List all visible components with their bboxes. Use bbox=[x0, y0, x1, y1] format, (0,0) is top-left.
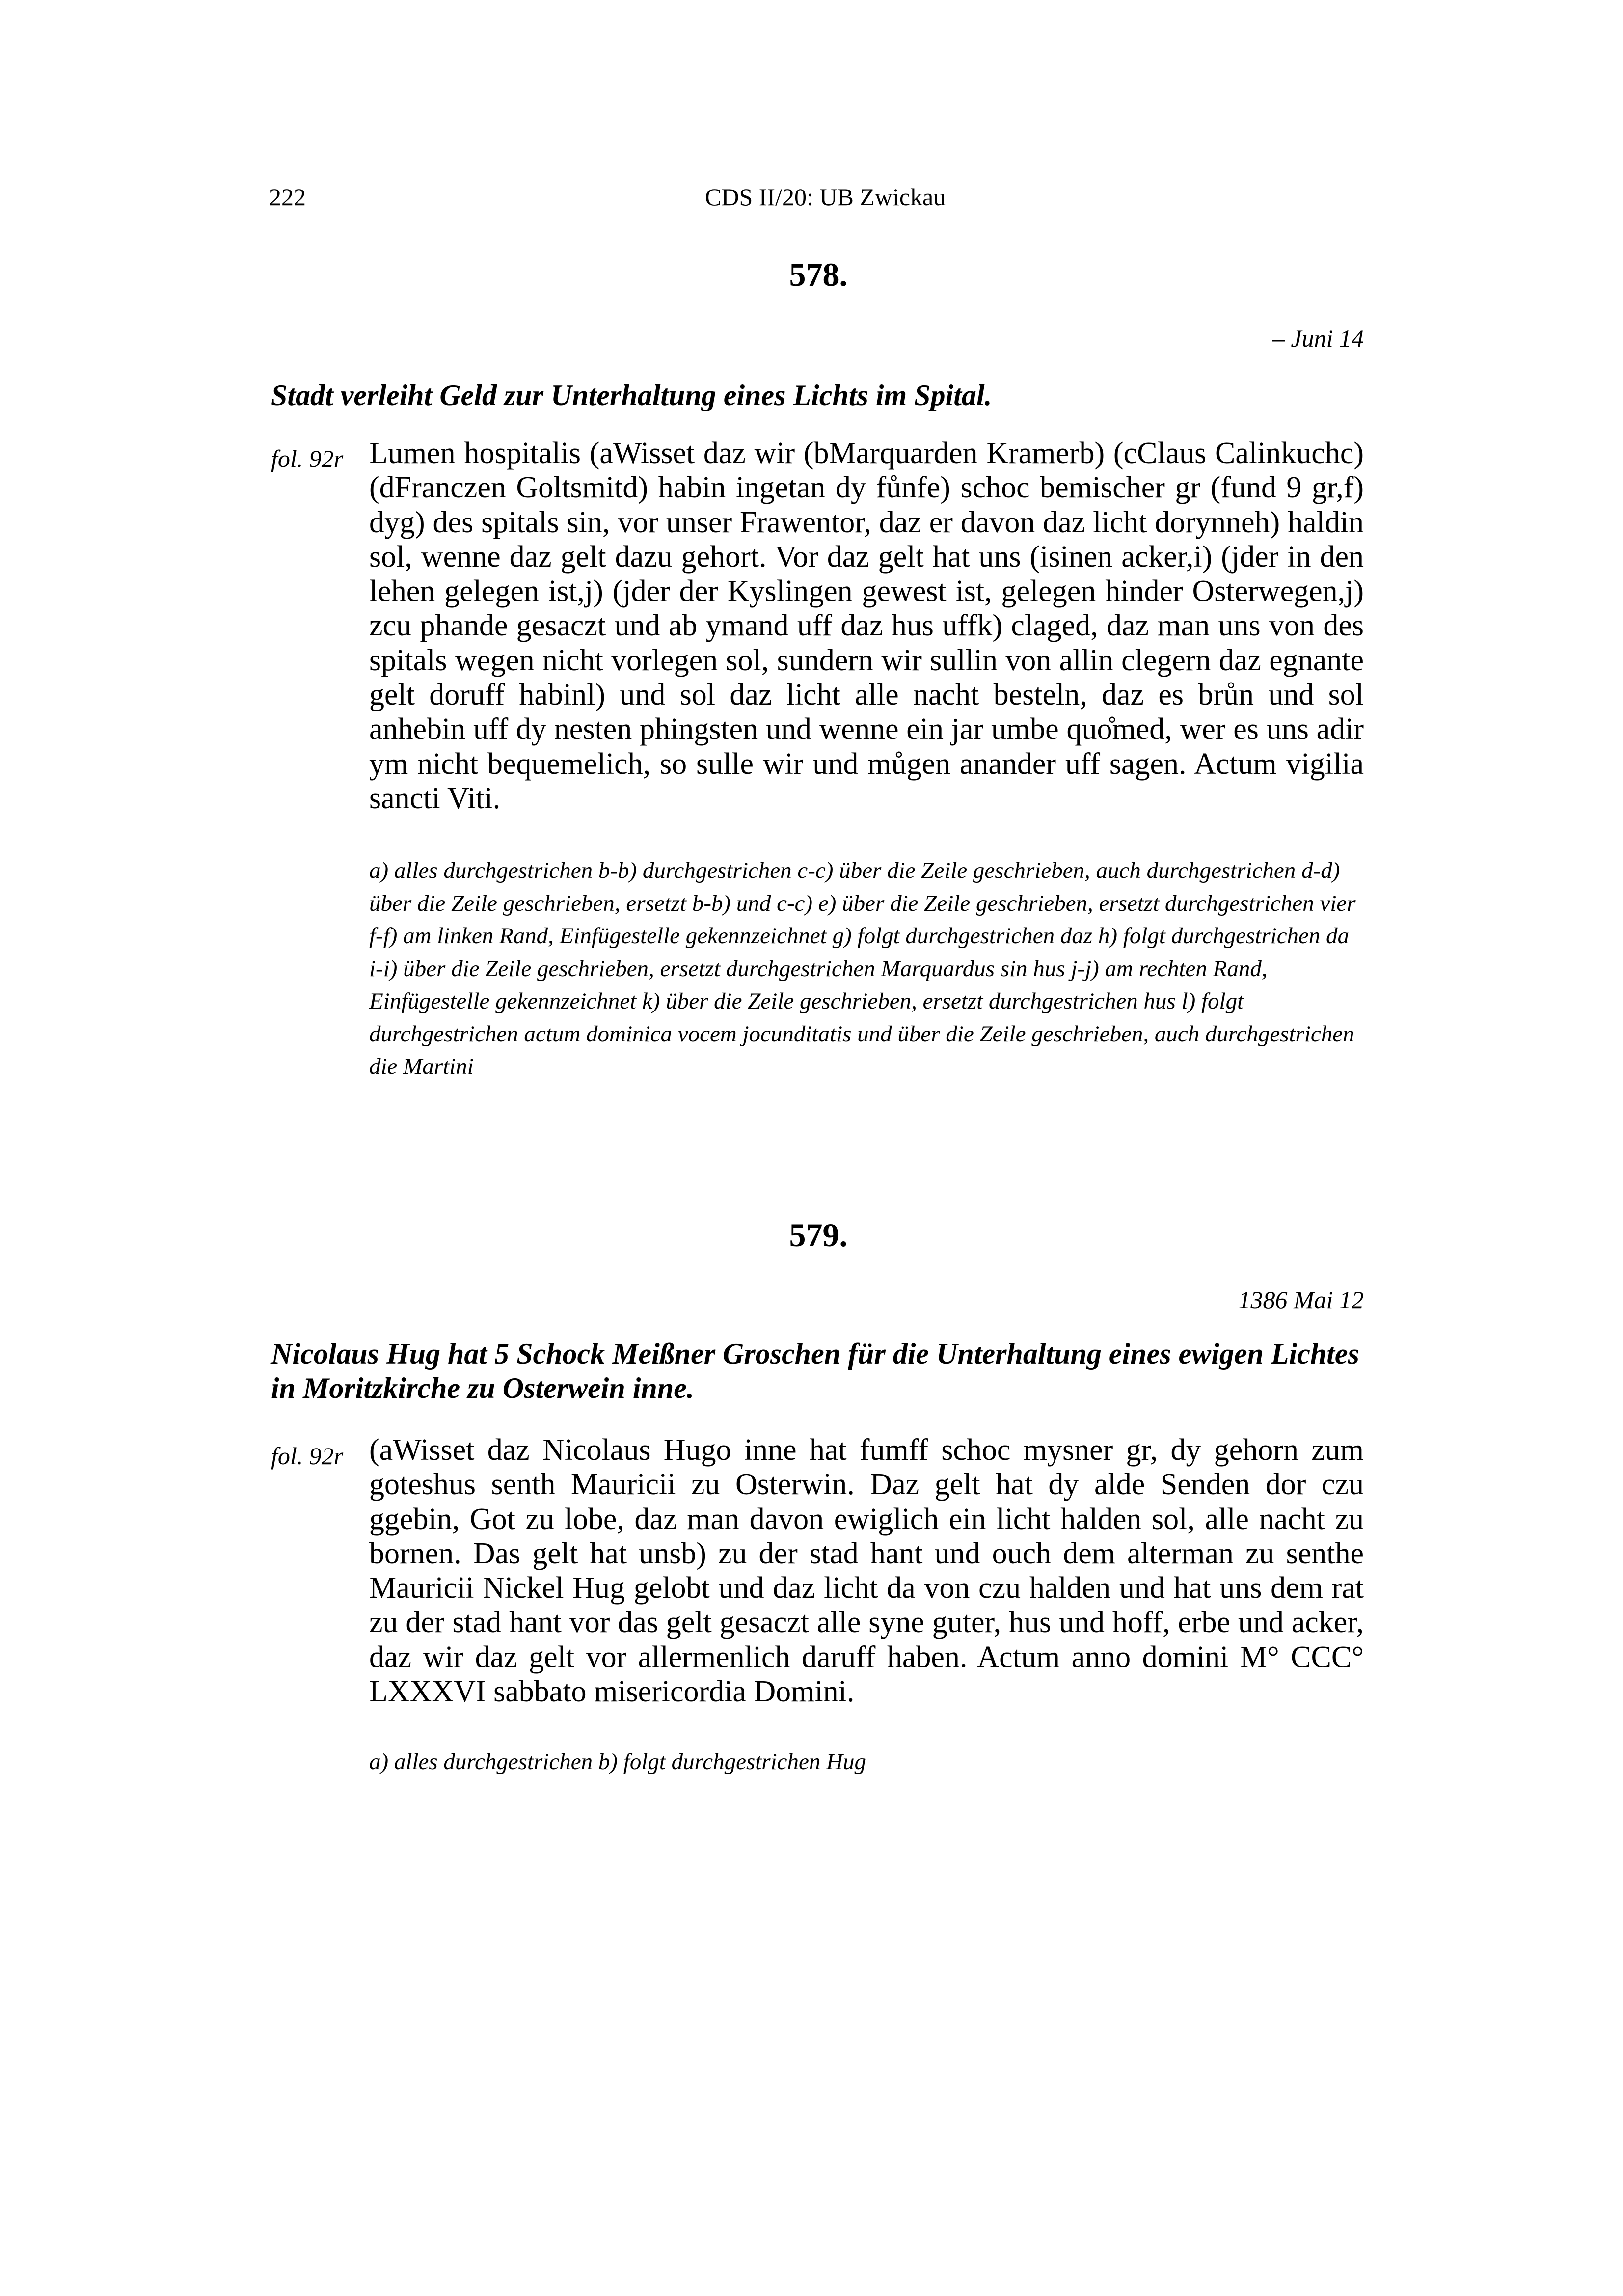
entry-number-578: 578. bbox=[789, 256, 848, 293]
page-number: 222 bbox=[269, 183, 306, 211]
apparatus-notes-579: a) alles durchgestrichen b) folgt durchgestrichen Hug bbox=[369, 1749, 866, 1775]
running-title: CDS II/20: UB Zwickau bbox=[705, 183, 946, 211]
entry-title-579: Nicolaus Hug hat 5 Schock Meißner Groschen für die Unterhaltung eines ewigen Lichtes in Moritzkirche zu Osterwein inne. bbox=[271, 1338, 1359, 1404]
folio-reference-579: fol. 92r bbox=[271, 1442, 344, 1470]
entry-text-579: (aWisset daz Nicolaus Hugo inne hat fumff schoc mysner gr, dy gehorn zum goteshus senth Mauricii zu Osterwin. Daz gelt hat dy alde Senden dor czu ggebin, Got zu lobe, daz man davon ewiglich ein licht halden sol, alle nacht zu bornen. Das gelt hat unsb) zu der stad hant und ouch dem alterman zu senthe Mauricii Nickel Hug gelobt und daz licht da von czu halden und hat uns dem rat zu der stad hant vor das gelt gesaczt alle syne guter, hus und hoff, erbe und acker, daz wir daz gelt vor allermenlich daruff haben. Actum anno domini M° CCC° LXXXVI sabbato misericordia Domini. bbox=[369, 1433, 1364, 1709]
entry-text-578: Lumen hospitalis (aWisset daz wir (bMarquarden Kramerb) (cClaus Calinkuchc) (dFranczen Goltsmitd) habin ingetan dy fůnfe) schoc bemischer gr (fund 9 gr,f) dyg) des spitals sin, vor unser Frawentor, daz er davon daz licht dorynneh) haldin sol, wenne daz gelt dazu gehort. Vor daz gelt hat uns (isinen acker,i) (jder in den lehen gelegen ist,j) (jder der Kyslingen gewest ist, gelegen hinder Osterwegen,j) zcu phande gesaczt und ab ymand uff daz hus uffk) claged, daz man uns von des spitals wegen nicht vorlegen sol, sundern wir sullin von allin clegern daz egnante gelt doruff habinl) und sol daz licht alle nacht besteln, daz es brůn und sol anhebin uff dy nesten phingsten und wenne ein jar umbe quo̊med, wer es uns adir ym nicht bequemelich, so sulle wir und můgen anander uff sagen. Actum vigilia sancti Viti. bbox=[369, 437, 1364, 815]
apparatus-notes-578: a) alles durchgestrichen b-b) durchgestrichen c-c) über die Zeile geschrieben, auch durchgestrichen d-d) über die Zeile geschrieben, ersetzt b-b) und c-c) e) über die Zeile geschrieben, ersetzt durchgestrichen vier f-f) am linken Rand, Einfügestelle gekennzeichnet g) folgt durchgestrichen daz h) folgt durchgestrichen da i-i) über die Zeile geschrieben, ersetzt durchgestrichen Marquardus sin hus j-j) am rechten Rand, Einfügestelle gekennzeichnet k) über die Zeile geschrieben, ersetzt durchgestrichen hus l) folgt durchgestrichen actum dominica vocem jocunditatis und über die Zeile geschrieben, auch durchgestrichen die Martini bbox=[369, 858, 1356, 1079]
entry-date-578: – Juni 14 bbox=[1272, 325, 1364, 352]
entry-title-578: Stadt verleiht Geld zur Unterhaltung eines Lichts im Spital. bbox=[271, 379, 992, 411]
folio-reference-578: fol. 92r bbox=[271, 445, 344, 472]
entry-number-579: 579. bbox=[789, 1216, 848, 1254]
entry-date-579: 1386 Mai 12 bbox=[1238, 1286, 1364, 1313]
